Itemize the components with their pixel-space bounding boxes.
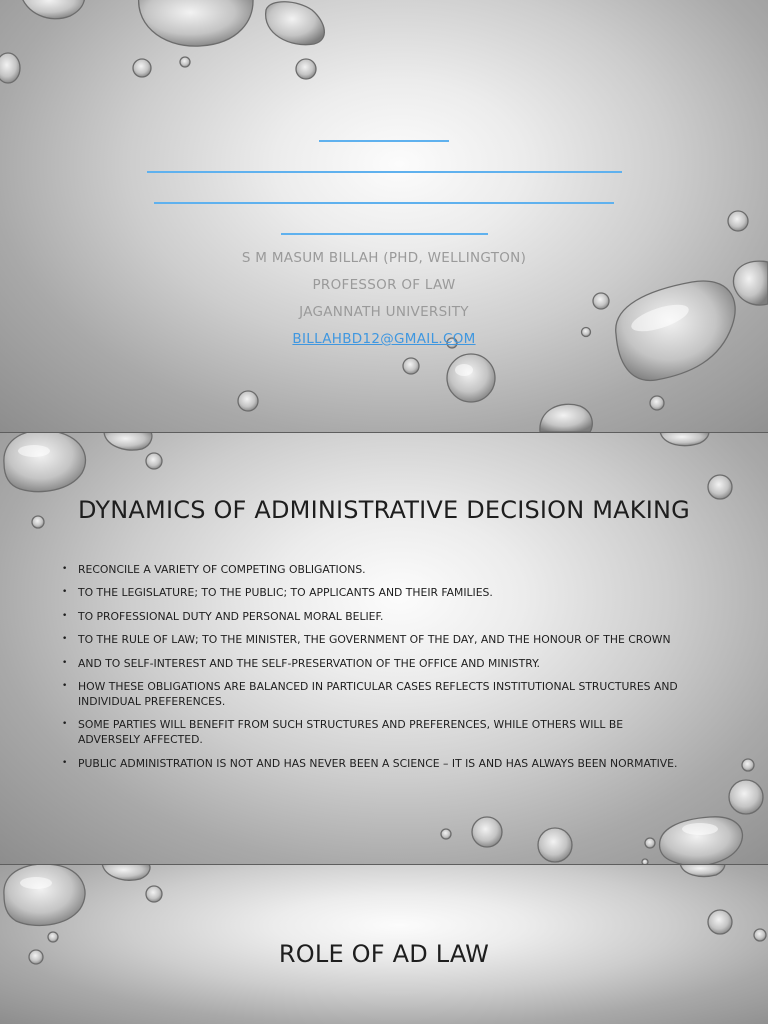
bullet-text: TO THE RULE OF LAW; TO THE MINISTER, THE GOVERNMENT OF THE DAY, AND THE HONOUR OF THE CROWN (78, 633, 671, 647)
list-item (62, 585, 682, 600)
bullet-icon: • (62, 610, 68, 621)
title-rule (154, 202, 614, 204)
slide-1[interactable] (0, 0, 768, 432)
author-position: PROFESSOR OF LAW (312, 277, 456, 293)
slide-title: DYNAMICS OF ADMINISTRATIVE DECISION MAKING (78, 496, 690, 524)
bullet-text: HOW THESE OBLIGATIONS ARE BALANCED IN PARTICULAR CASES REFLECTS INSTITUTIONAL STRUCTURES AND INDIVIDUAL PREFERENCES. (78, 679, 678, 708)
bullet-text: TO THE LEGISLATURE; TO THE PUBLIC; TO APPLICANTS AND THEIR FAMILIES. (78, 586, 493, 600)
list-item (62, 717, 682, 747)
bullet-icon: • (62, 634, 68, 645)
author-institution: JAGANNATH UNIVERSITY (299, 304, 469, 320)
slide-title: ROLE OF AD LAW (278, 940, 490, 968)
bullet-icon: • (62, 719, 68, 730)
bullet-text: RECONCILE A VARIETY OF COMPETING OBLIGATIONS. (78, 563, 366, 576)
list-item (62, 756, 682, 771)
bullet-icon: • (62, 657, 68, 668)
bullet-text: TO PROFESSIONAL DUTY AND PERSONAL MORAL BELIEF. (78, 609, 384, 623)
list-item (62, 609, 682, 624)
author-email-link[interactable]: BILLAHBD12@GMAIL.COM (292, 331, 476, 347)
slide-2[interactable] (0, 433, 768, 864)
bullet-text: AND TO SELF-INTEREST AND THE SELF-PRESERVATION OF THE OFFICE AND MINISTRY. (78, 656, 540, 670)
title-rule (147, 171, 622, 173)
title-rule (319, 140, 449, 142)
bullet-text: SOME PARTIES WILL BENEFIT FROM SUCH STRUCTURES AND PREFERENCES, WHILE OTHERS WILL BE ADVERSELY AFFECTED. (78, 718, 624, 747)
slide-3[interactable] (0, 865, 768, 1024)
list-item (62, 679, 682, 709)
list-item (62, 562, 682, 577)
list-item (62, 656, 682, 671)
bullet-icon: • (62, 680, 68, 691)
bullet-list (62, 562, 682, 779)
title-rule (281, 233, 488, 235)
author-name: S M MASUM BILLAH (PHD, WELLINGTON) (241, 250, 527, 266)
bullet-icon: • (62, 564, 68, 574)
bullet-icon: • (62, 587, 68, 598)
list-item (62, 632, 682, 647)
bullet-icon: • (62, 757, 68, 768)
bullet-text: PUBLIC ADMINISTRATION IS NOT AND HAS NEVER BEEN A SCIENCE – IT IS AND HAS ALWAYS BEEN NORMATIVE. (78, 756, 678, 770)
title-placeholder-rules (0, 0, 768, 432)
